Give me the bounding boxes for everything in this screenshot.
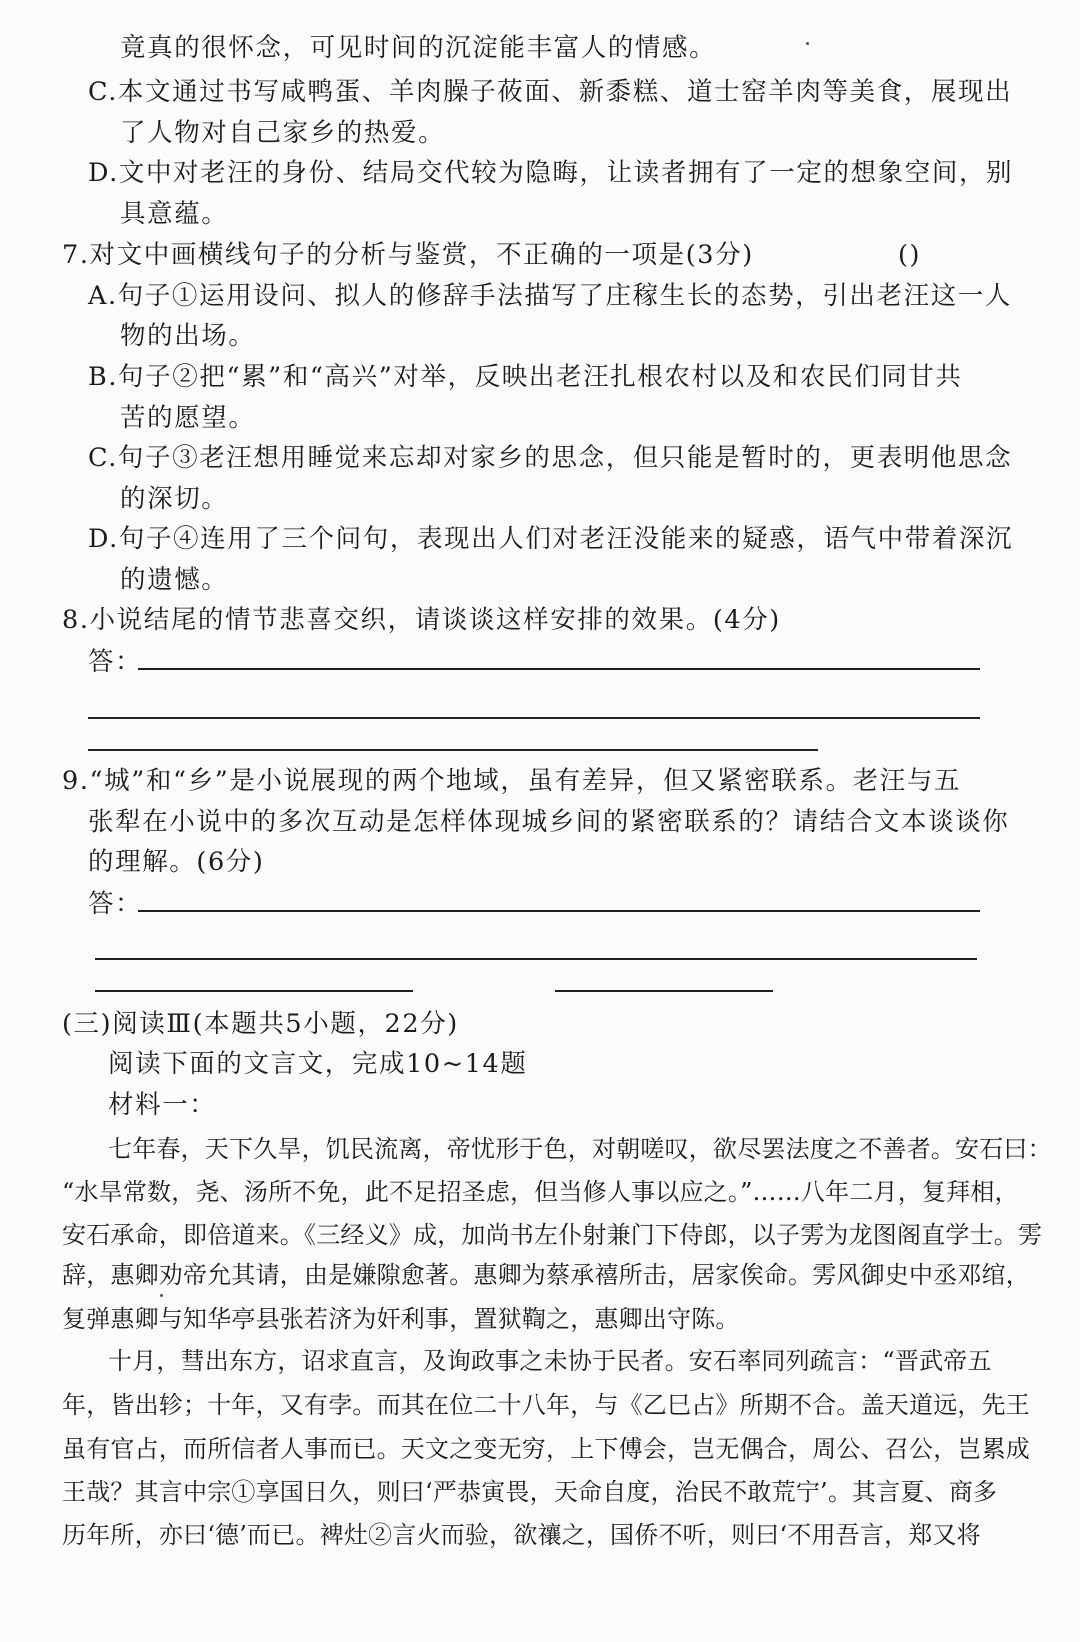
q9-stem-line-2: 张犁在小说中的多次互动是怎样体现城乡间的紧密联系的？请结合文本谈谈你 bbox=[88, 807, 1010, 837]
q8-stem: 8.小说结尾的情节悲喜交织，请谈谈这样安排的效果。(4分) bbox=[62, 605, 781, 635]
q8-answer-label: 答： bbox=[88, 647, 143, 677]
section-3-heading: (三)阅读Ⅲ(本题共5小题，22分) bbox=[62, 1009, 459, 1039]
q6-option-c-continuation: 了人物对自己家乡的热爱。 bbox=[120, 118, 446, 148]
q8-answer-line-2[interactable] bbox=[88, 717, 980, 719]
q7-answer-bracket: () bbox=[898, 240, 922, 270]
passage-line-3: 安石承命，即倍道来。《三经义》成，加尚书左仆射兼门下侍郎，以子雱为龙图阁直学士。雱 bbox=[62, 1221, 1043, 1249]
section-3-instruction: 阅读下面的文言文，完成10~14题 bbox=[108, 1049, 528, 1079]
q8-answer-line-3[interactable] bbox=[88, 749, 818, 751]
q7-option-a-continuation: 物的出场。 bbox=[120, 321, 256, 351]
q6-option-b-continuation: 竟真的很怀念，可见时间的沉淀能丰富人的情感。 bbox=[120, 33, 717, 63]
q8-answer-line-1[interactable] bbox=[138, 668, 980, 670]
passage-line-9: 王哉？其言中宗①享国日久，则曰‘严恭寅畏，天命自度，治民不敢荒宁’。其言夏、商多 bbox=[62, 1478, 998, 1506]
q7-option-c: C.句子③老汪想用睡觉来忘却对家乡的思念，但只能是暂时的，更表明他思念 bbox=[88, 443, 1013, 473]
q7-option-d-continuation: 的遗憾。 bbox=[120, 565, 229, 595]
q9-stem-line-1: 9.“城”和“乡”是小说展现的两个地域，虽有差异，但又紧密联系。老汪与五 bbox=[62, 766, 962, 796]
passage-line-5: 复弹惠卿与知华亭县张若济为奸利事，置狱鞫之，惠卿出守陈。 bbox=[62, 1305, 740, 1333]
passage-line-8: 虽有官占，而所信者人事而已。天文之变无穷，上下傅会，岂无偶合，周公、召公，岂累成 bbox=[62, 1435, 1030, 1463]
passage-line-10: 历年所，亦曰‘德’而已。裨灶②言火而验，欲禳之，国侨不听，则曰‘不用吾言，郑又将 bbox=[62, 1521, 981, 1549]
q9-answer-line-1[interactable] bbox=[138, 910, 980, 912]
q9-stem-line-3: 的理解。(6分) bbox=[88, 847, 265, 877]
q6-option-c: C.本文通过书写咸鸭蛋、羊肉臊子莜面、新黍糕、道士窑羊肉等美食，展现出 bbox=[88, 77, 1013, 107]
speck bbox=[160, 1294, 163, 1297]
q6-option-d: D.文中对老汪的身份、结局交代较为隐晦，让读者拥有了一定的想象空间，别 bbox=[88, 158, 1014, 188]
q7-stem: 7.对文中画横线句子的分析与鉴赏，不正确的一项是(3分) bbox=[62, 240, 754, 270]
passage-line-2: “水旱常数，尧、汤所不免，此不足招圣虑，但当修人事以应之。”……八年二月，复拜相， bbox=[62, 1178, 1019, 1206]
q7-option-d: D.句子④连用了三个问句，表现出人们对老汪没能来的疑惑，语气中带着深沉 bbox=[88, 524, 1014, 554]
passage-line-1: 七年春，天下久旱，饥民流离，帝忧形于色，对朝嗟叹，欲尽罢法度之不善者。安石曰： bbox=[108, 1135, 1052, 1163]
speck bbox=[806, 42, 809, 45]
q7-option-a: A.句子①运用设问、拟人的修辞手法描写了庄稼生长的态势，引出老汪这一人 bbox=[88, 281, 1013, 311]
q9-answer-line-2[interactable] bbox=[95, 958, 977, 960]
passage-line-7: 年，皆出轸；十年，又有孛。而其在位二十八年，与《乙巳占》所期不合。盖天道远，先王 bbox=[62, 1391, 1030, 1419]
q9-answer-label: 答： bbox=[88, 889, 143, 919]
q6-option-d-continuation: 具意蕴。 bbox=[120, 199, 229, 229]
q7-option-b: B.句子②把“累”和“高兴”对举，反映出老汪扎根农村以及和农民们同甘共 bbox=[88, 362, 963, 392]
q9-answer-line-3b[interactable] bbox=[555, 990, 773, 992]
material-1-label: 材料一： bbox=[108, 1090, 217, 1120]
q7-option-b-continuation: 苦的愿望。 bbox=[120, 403, 256, 433]
passage-line-6: 十月，彗出东方，诏求直言，及询政事之未协于民者。安石率同列疏言：“晋武帝五 bbox=[108, 1347, 992, 1375]
q7-option-c-continuation: 的深切。 bbox=[120, 484, 229, 514]
q9-answer-line-3a[interactable] bbox=[95, 990, 413, 992]
passage-line-4: 辞，惠卿劝帝允其请，由是嫌隙愈著。惠卿为蔡承禧所击，居家俟命。雱风御史中丞邓绾， bbox=[62, 1261, 1030, 1289]
